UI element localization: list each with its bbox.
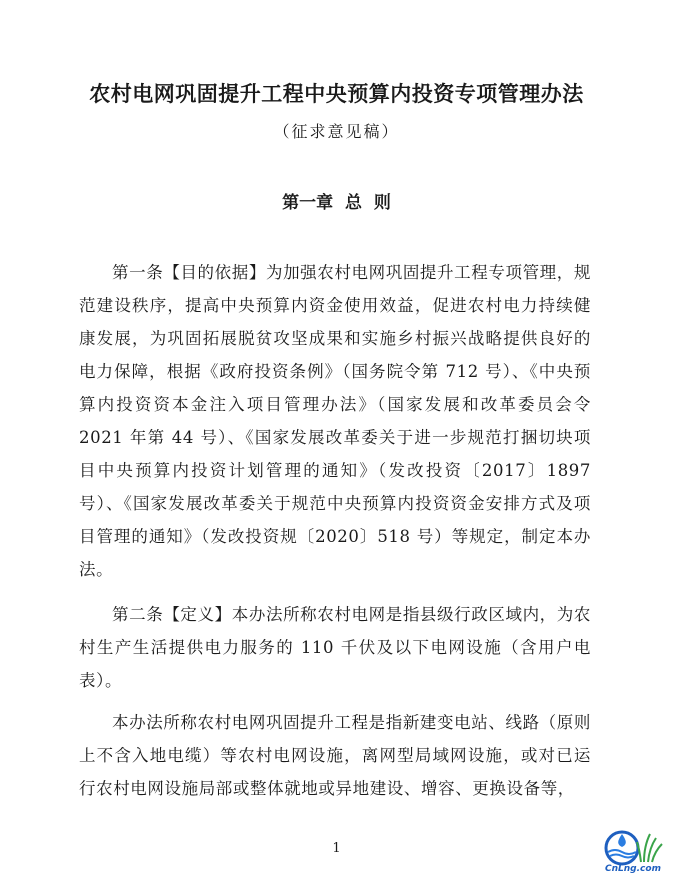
site-logo	[598, 826, 668, 882]
water-drop-logo-icon	[598, 826, 668, 866]
document-subtitle: （征求意见稿）	[273, 122, 400, 141]
article-2-continuation-paragraph: 本办法所称农村电网巩固提升工程是指新建变电站、线路（原则上不含入地电缆）等农村电网设施，离网型局域网设施，或对已运行农村电网设施局部或整体就地或异地建设、增容、更换设备等，	[79, 713, 591, 798]
chapter-heading: 第一章 总 则	[282, 193, 391, 213]
page-number: 1	[332, 841, 341, 856]
article-1-paragraph: 第一条【目的依据】为加强农村电网巩固提升工程专项管理，规范建设秩序，提高中央预算内资金使用效益，促进农村电力持续健康发展，为巩固拓展脱贫攻坚成果和实施乡村振兴战略提供良好的电力保障，根据《政府投资条例》（国务院令第 712 号）、《中央预算内投资资本金注入项目管理办法》（国家发展和改革委员会令 2021 年第 44 号）、《国家发展改革委关于进一步规范打捆切块项目中央预算内投资计划管理的通知》（发改投资〔2017〕1897 号）、《国家发展改革委关于规范中央预算内投资资金安排方式及项目管理的通知》（发改投资规〔2020〕518 号）等规定，制定本办法。	[79, 263, 591, 579]
logo-text: CnLng.com	[605, 864, 661, 874]
document-title: 农村电网巩固提升工程中央预算内投资专项管理办法	[89, 82, 584, 106]
article-2-paragraph: 第二条【定义】本办法所称农村电网是指县级行政区域内，为农村生产生活提供电力服务的 110 千伏及以下电网设施（含用户电表）。	[79, 605, 591, 690]
